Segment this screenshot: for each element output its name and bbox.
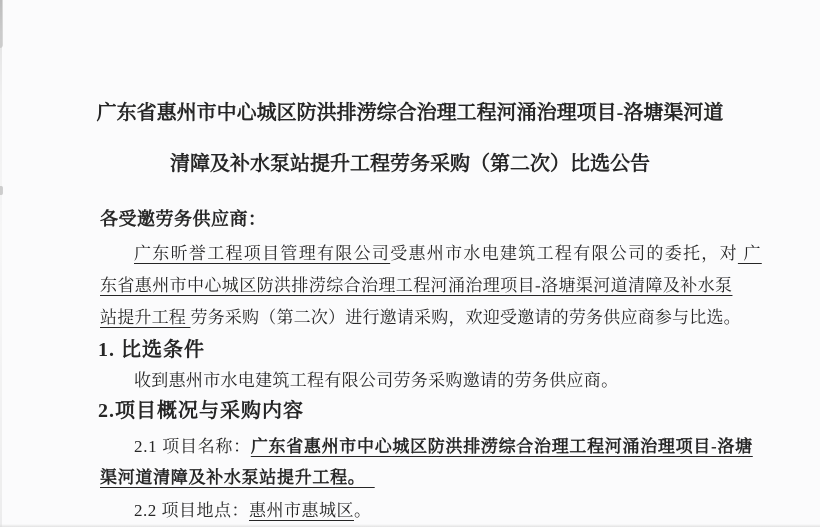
agent-company-name: 广东昕誉工程项目管理有限公司 bbox=[134, 244, 391, 263]
intro-paragraph-line1 bbox=[134, 245, 762, 262]
intro-line1-text: 受惠州市水电建筑工程有限公司的委托，对 bbox=[390, 244, 738, 263]
salutation: 各受邀劳务供应商： bbox=[100, 209, 267, 229]
intro-paragraph-line2 bbox=[100, 277, 732, 294]
scan-corner-smudge bbox=[0, 0, 3, 48]
scan-left-edge-artifact bbox=[0, 0, 2, 527]
item-2-2-location: 惠州市惠城区 bbox=[249, 501, 354, 520]
item-2-2-line bbox=[134, 502, 372, 519]
section1-body: 收到惠州市水电建筑工程有限公司劳务采购邀请的劳务供应商。 bbox=[134, 371, 619, 390]
doc-title-line2: 清障及补水泵站提升工程劳务采购（第二次）比选公告 bbox=[170, 153, 650, 175]
item-2-2-label: 2.2 项目地点： bbox=[134, 501, 249, 520]
scan-speck bbox=[0, 186, 3, 195]
item-2-2-suffix: 。 bbox=[354, 501, 372, 520]
section2-heading: 2.项目概况与采购内容 bbox=[98, 400, 304, 422]
doc-title-line1: 广东省惠州市中心城区防洪排涝综合治理工程河涌治理项目-洛塘渠河道 bbox=[96, 102, 724, 124]
project-name-underline-end: 站提升工程 bbox=[100, 308, 191, 327]
project-name-underline-start: 广 bbox=[737, 244, 762, 263]
project-name-underline-middle: 东省惠州市中心城区防洪排涝综合治理工程河涌治理项目-洛塘渠河道清障及补水泵 bbox=[100, 276, 733, 295]
item-2-1-line2 bbox=[100, 469, 375, 486]
item-2-1-label: 2.1 项目名称： bbox=[134, 437, 251, 456]
intro-line3-text: 劳务采购（第二次）进行邀请采购，欢迎受邀请的劳务供应商参与比选。 bbox=[190, 308, 741, 327]
intro-paragraph-line3 bbox=[100, 309, 741, 326]
item-2-1-line1 bbox=[134, 438, 753, 455]
item-2-1-project-name-part1: 广东省惠州市中心城区防洪排涝综合治理工程河涌治理项目-洛塘 bbox=[250, 437, 753, 456]
item-2-1-project-name-part2: 渠河道清障及补水泵站提升工程。 bbox=[100, 468, 375, 487]
section1-heading: 1. 比选条件 bbox=[98, 339, 205, 361]
